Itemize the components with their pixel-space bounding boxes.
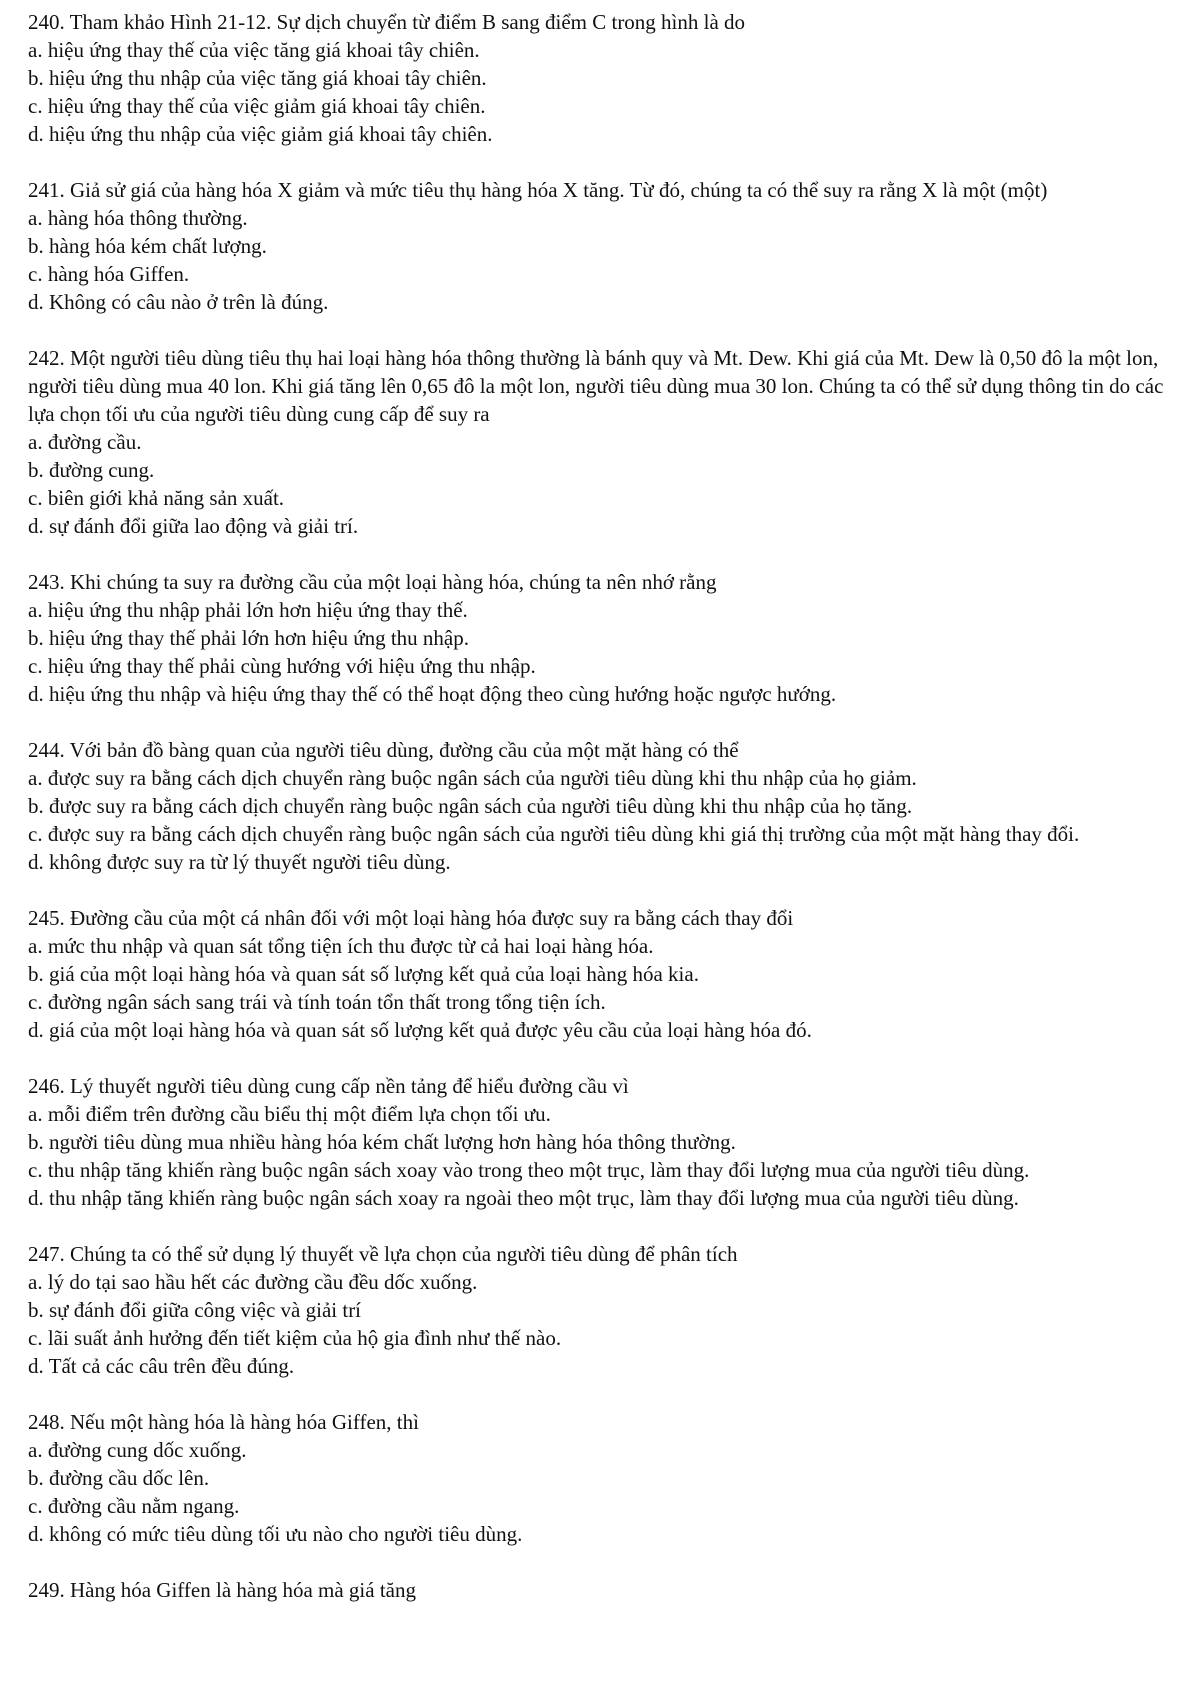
question-text: 244. Với bản đồ bàng quan của người tiêu dùng, đường cầu của một mặt hàng có thể [28, 738, 739, 762]
question-241 [28, 176, 1180, 316]
question-text: 240. Tham khảo Hình 21-12. Sự dịch chuyển từ điểm B sang điểm C trong hình là do [28, 10, 746, 34]
option-b: b. hiệu ứng thu nhập của việc tăng giá khoai tây chiên. [28, 66, 487, 90]
option-a: a. mức thu nhập và quan sát tổng tiện ích thu được từ cả hai loại hàng hóa. [28, 934, 654, 958]
option-c: c. đường cầu nằm ngang. [28, 1494, 240, 1518]
option-b: b. đường cầu dốc lên. [28, 1466, 210, 1490]
option-a: a. được suy ra bằng cách dịch chuyển ràng buộc ngân sách của người tiêu dùng khi thu nhập của họ giảm. [28, 766, 917, 790]
option-a: a. hàng hóa thông thường. [28, 206, 248, 230]
option-d: d. hiệu ứng thu nhập và hiệu ứng thay thế có thể hoạt động theo cùng hướng hoặc ngược hướng. [28, 682, 837, 706]
option-d: d. sự đánh đổi giữa lao động và giải trí. [28, 514, 359, 538]
question-249 [28, 1576, 1180, 1604]
question-244 [28, 736, 1180, 876]
question-text: 241. Giả sử giá của hàng hóa X giảm và mức tiêu thụ hàng hóa X tăng. Từ đó, chúng ta có thể suy ra rằng X là một (một) [28, 178, 1048, 202]
option-a: a. hiệu ứng thay thế của việc tăng giá khoai tây chiên. [28, 38, 480, 62]
option-a: a. đường cung dốc xuống. [28, 1438, 247, 1462]
question-242 [28, 344, 1180, 540]
option-c: c. được suy ra bằng cách dịch chuyển ràng buộc ngân sách của người tiêu dùng khi giá thị trường của một mặt hàng thay đổi. [28, 822, 1080, 846]
question-text: 247. Chúng ta có thể sử dụng lý thuyết về lựa chọn của người tiêu dùng để phân tích [28, 1242, 738, 1266]
option-a: a. đường cầu. [28, 430, 142, 454]
option-b: b. hàng hóa kém chất lượng. [28, 234, 267, 258]
option-d: d. thu nhập tăng khiến ràng buộc ngân sách xoay ra ngoài theo một trục, làm thay đổi lượng mua của người tiêu dùng. [28, 1186, 1019, 1210]
option-b: b. người tiêu dùng mua nhiều hàng hóa kém chất lượng hơn hàng hóa thông thường. [28, 1130, 736, 1154]
option-a: a. hiệu ứng thu nhập phải lớn hơn hiệu ứng thay thế. [28, 598, 468, 622]
option-c: c. lãi suất ảnh hưởng đến tiết kiệm của hộ gia đình như thế nào. [28, 1326, 562, 1350]
option-b: b. sự đánh đổi giữa công việc và giải trí [28, 1298, 362, 1322]
question-text: 249. Hàng hóa Giffen là hàng hóa mà giá tăng [28, 1578, 416, 1602]
option-c: c. hiệu ứng thay thế phải cùng hướng với hiệu ứng thu nhập. [28, 654, 536, 678]
option-d: d. Tất cả các câu trên đều đúng. [28, 1354, 295, 1378]
option-a: a. mỗi điểm trên đường cầu biểu thị một điểm lựa chọn tối ưu. [28, 1102, 551, 1126]
option-c: c. hiệu ứng thay thế của việc giảm giá khoai tây chiên. [28, 94, 486, 118]
option-a: a. lý do tại sao hầu hết các đường cầu đều dốc xuống. [28, 1270, 478, 1294]
question-text: 248. Nếu một hàng hóa là hàng hóa Giffen, thì [28, 1410, 419, 1434]
option-c: c. hàng hóa Giffen. [28, 262, 190, 286]
option-d: d. không có mức tiêu dùng tối ưu nào cho người tiêu dùng. [28, 1522, 523, 1546]
option-b: b. đường cung. [28, 458, 155, 482]
question-text: 243. Khi chúng ta suy ra đường cầu của một loại hàng hóa, chúng ta nên nhớ rằng [28, 570, 717, 594]
question-243 [28, 568, 1180, 708]
question-248 [28, 1408, 1180, 1548]
option-d: d. hiệu ứng thu nhập của việc giảm giá khoai tây chiên. [28, 122, 493, 146]
option-d: d. không được suy ra từ lý thuyết người tiêu dùng. [28, 850, 451, 874]
question-text: 245. Đường cầu của một cá nhân đối với một loại hàng hóa được suy ra bằng cách thay đổi [28, 906, 794, 930]
question-240 [28, 8, 1180, 148]
question-245 [28, 904, 1180, 1044]
question-246 [28, 1072, 1180, 1212]
option-c: c. biên giới khả năng sản xuất. [28, 486, 285, 510]
question-text: 242. Một người tiêu dùng tiêu thụ hai loại hàng hóa thông thường là bánh quy và Mt. Dew. Khi giá của Mt. Dew là 0,50 đô la một lon, người tiêu dùng mua 40 lon. Khi giá tăng lên 0,65 đô la một lon, người tiêu dùng mua 30 lon. Chúng ta có thể sử dụng thông tin do các lựa chọn tối ưu của người tiêu dùng cung cấp để suy ra [28, 346, 1164, 426]
option-c: c. đường ngân sách sang trái và tính toán tổn thất trong tổng tiện ích. [28, 990, 606, 1014]
option-b: b. hiệu ứng thay thế phải lớn hơn hiệu ứng thu nhập. [28, 626, 469, 650]
question-247 [28, 1240, 1180, 1380]
option-d: d. giá của một loại hàng hóa và quan sát số lượng kết quả được yêu cầu của loại hàng hóa đó. [28, 1018, 812, 1042]
option-b: b. được suy ra bằng cách dịch chuyển ràng buộc ngân sách của người tiêu dùng khi thu nhập của họ tăng. [28, 794, 913, 818]
option-b: b. giá của một loại hàng hóa và quan sát số lượng kết quả của loại hàng hóa kia. [28, 962, 699, 986]
question-text: 246. Lý thuyết người tiêu dùng cung cấp nền tảng để hiểu đường cầu vì [28, 1074, 629, 1098]
option-d: d. Không có câu nào ở trên là đúng. [28, 290, 329, 314]
option-c: c. thu nhập tăng khiến ràng buộc ngân sách xoay vào trong theo một trục, làm thay đổi lượng mua của người tiêu dùng. [28, 1158, 1030, 1182]
